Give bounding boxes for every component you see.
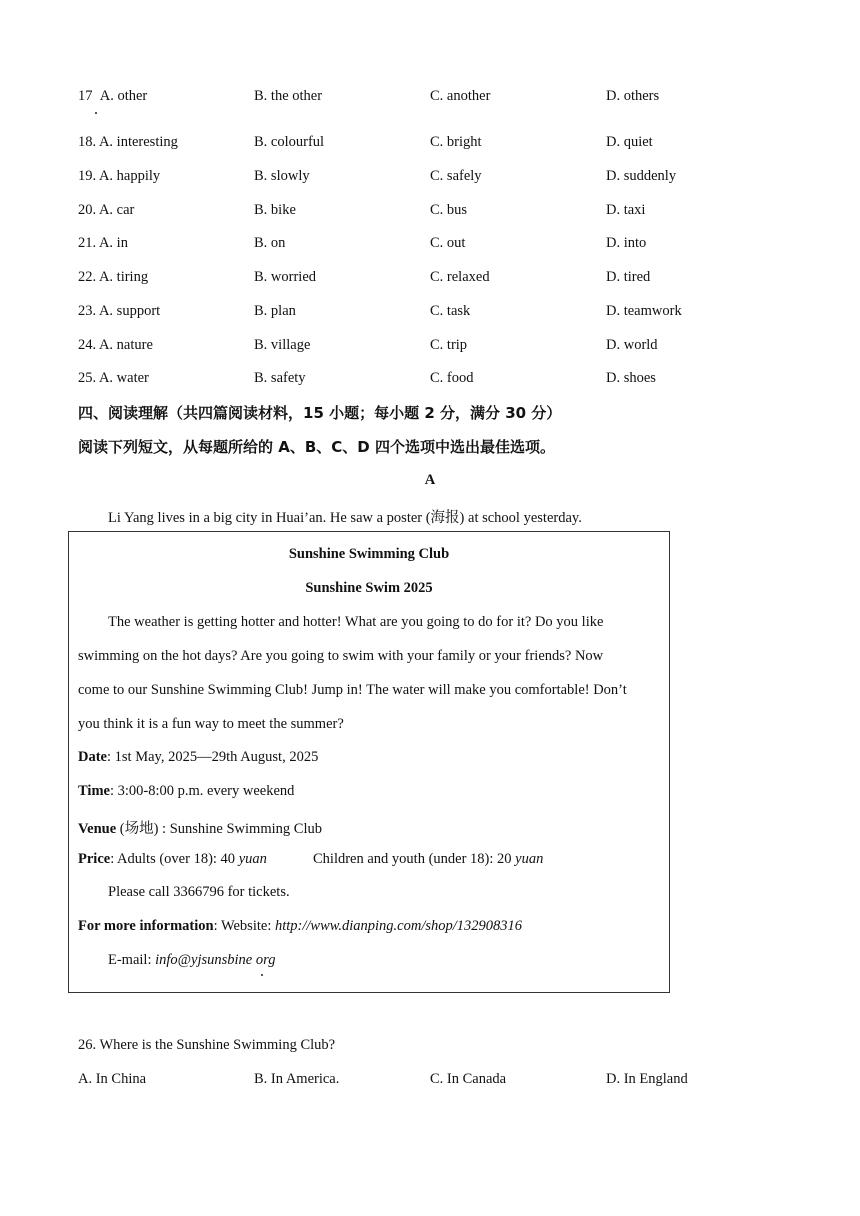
option-b: B. slowly xyxy=(254,168,310,184)
option-d: D. taxi xyxy=(606,202,646,218)
option-d: D. shoes xyxy=(606,370,656,386)
question-26-options xyxy=(0,1071,860,1091)
option-b: B. on xyxy=(254,235,286,251)
option-b: B. safety xyxy=(254,370,306,386)
option-c: C. task xyxy=(430,303,471,319)
option-a: 25. A. water xyxy=(78,370,149,386)
option-d: D. into xyxy=(606,235,647,251)
option-b: B. colourful xyxy=(254,134,325,150)
price-label: Price xyxy=(78,851,111,867)
option-d: D. tired xyxy=(606,269,651,285)
poster-price xyxy=(78,851,267,868)
option-a: 19. A. happily xyxy=(78,168,161,184)
poster-tickets: Please call 3366796 for tickets. xyxy=(108,884,290,900)
website-link[interactable]: http://www.dianping.com/shop/132908316 xyxy=(274,918,523,934)
poster-body-line: The weather is getting hotter and hotter! What are you going to do for it? Do you like xyxy=(108,614,604,630)
option-a: 20. A. car xyxy=(78,202,135,218)
option-d: D. suddenly xyxy=(606,168,677,184)
option-a: 22. A. tiring xyxy=(78,269,149,285)
option-c: C. out xyxy=(430,235,466,251)
info-label: For more information xyxy=(78,918,214,934)
option-c: C. In Canada xyxy=(430,1071,507,1087)
option-b: B. village xyxy=(254,337,311,353)
option-c: C. bright xyxy=(430,134,482,150)
option-d: D. others xyxy=(606,88,660,104)
question-row-25 xyxy=(0,370,860,390)
poster-body-line: you think it is a fun way to meet the summer? xyxy=(78,716,344,732)
option-c: C. trip xyxy=(430,337,468,353)
stray-dot-mark xyxy=(261,974,263,976)
poster-body-line: swimming on the hot days? Are you going to swim with your family or your friends? Now xyxy=(78,648,604,664)
price-adults: : Adults (over 18): 40 xyxy=(110,851,239,867)
question-row-22 xyxy=(0,269,860,289)
poster-date xyxy=(78,749,318,766)
poster-title: Sunshine Swimming Club xyxy=(288,546,450,562)
option-d: D. In England xyxy=(606,1071,688,1087)
poster-more-info xyxy=(78,918,522,935)
option-d: D. teamwork xyxy=(606,303,682,319)
question-row-21 xyxy=(0,235,860,255)
section-instruction: 阅读下列短文，从每题所给的 A、B、C、D 四个选项中选出最佳选项。 xyxy=(78,438,555,456)
option-b: B. In America. xyxy=(254,1071,340,1087)
question-number: 17 A. other xyxy=(78,88,148,104)
currency: yuan xyxy=(515,851,544,867)
option-b: B. bike xyxy=(254,202,296,218)
option-b: B. the other xyxy=(254,88,323,104)
poster-time xyxy=(78,783,294,800)
date-label: Date xyxy=(78,749,107,765)
poster-venue xyxy=(78,817,322,838)
option-c: C. another xyxy=(430,88,491,104)
question-row-19 xyxy=(0,168,860,188)
question-row-23 xyxy=(0,303,860,323)
poster-body-line: come to our Sunshine Swimming Club! Jump in! The water will make you comfortable! Don’t xyxy=(78,682,627,698)
venue-value: (场地) : Sunshine Swimming Club xyxy=(116,821,322,837)
currency: yuan xyxy=(238,851,267,867)
time-label: Time xyxy=(78,783,110,799)
price-children: Children and youth (under 18): 20 xyxy=(313,851,516,867)
poster-price-children xyxy=(313,851,543,868)
option-a: 18. A. interesting xyxy=(78,134,178,150)
question-row-17 xyxy=(0,88,860,108)
question-26: 26. Where is the Sunshine Swimming Club? xyxy=(78,1037,336,1053)
option-c: C. bus xyxy=(430,202,468,218)
info-value: : Website: xyxy=(213,918,275,934)
stray-dot-mark xyxy=(95,112,97,114)
poster-subtitle: Sunshine Swim 2025 xyxy=(305,580,433,596)
question-row-24 xyxy=(0,337,860,357)
option-a: 21. A. in xyxy=(78,235,128,251)
option-a: 24. A. nature xyxy=(78,337,153,353)
option-b: B. worried xyxy=(254,269,317,285)
section-heading: 四、阅读理解（共四篇阅读材料，15 小题；每小题 2 分，满分 30 分） xyxy=(78,404,562,422)
time-value: : 3:00-8:00 p.m. every weekend xyxy=(109,783,295,799)
option-d: D. world xyxy=(606,337,658,353)
question-row-18 xyxy=(0,134,860,154)
passage-intro: Li Yang lives in a big city in Huai’an. He saw a poster (海报) at school yesterday. xyxy=(108,510,582,526)
option-d: D. quiet xyxy=(606,134,653,150)
question-row-20 xyxy=(0,202,860,222)
option-b: B. plan xyxy=(254,303,296,319)
email-link[interactable]: info@yjsunsbine org xyxy=(155,952,276,968)
email-label: E-mail: xyxy=(108,952,156,968)
venue-label: Venue xyxy=(78,821,117,837)
option-c: C. safely xyxy=(430,168,482,184)
option-c: C. relaxed xyxy=(430,269,490,285)
date-value: : 1st May, 2025—29th August, 2025 xyxy=(107,749,319,765)
option-c: C. food xyxy=(430,370,474,386)
poster-email xyxy=(108,952,275,969)
passage-letter: A xyxy=(424,472,436,488)
option-a: A. In China xyxy=(78,1071,147,1087)
option-a: 23. A. support xyxy=(78,303,161,319)
